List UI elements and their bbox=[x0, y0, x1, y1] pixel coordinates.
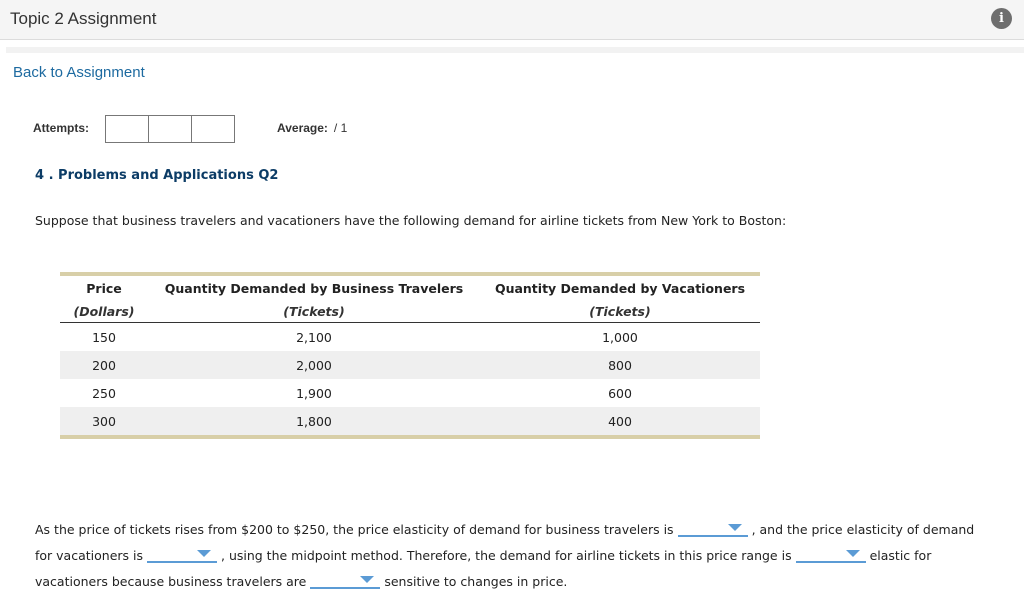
table-row bbox=[60, 351, 760, 379]
average-value: / 1 bbox=[333, 121, 348, 135]
attempts-boxes bbox=[105, 115, 235, 143]
question-title: 4 . Problems and Applications Q2 bbox=[35, 168, 279, 183]
cell: 300 bbox=[60, 407, 148, 437]
column-header: Quantity Demanded by Business Travelers bbox=[164, 280, 464, 296]
average-label-text: Average: bbox=[277, 121, 328, 135]
page-title: Topic 2 Assignment bbox=[10, 9, 157, 28]
column-subheader: (Tickets) bbox=[589, 303, 651, 319]
attempt-box bbox=[149, 116, 192, 142]
attempt-box bbox=[192, 116, 234, 142]
demand-table bbox=[60, 272, 760, 439]
attempts-label: Attempts: bbox=[33, 121, 89, 135]
question-line-2 bbox=[35, 547, 931, 563]
column-header: Price bbox=[86, 280, 122, 296]
cell: 250 bbox=[92, 385, 116, 401]
info-icon[interactable]: i bbox=[991, 8, 1012, 29]
table-row bbox=[60, 379, 760, 407]
sensitivity-dropdown[interactable] bbox=[310, 573, 380, 589]
comparison-dropdown[interactable] bbox=[796, 547, 866, 563]
question-text: elastic for bbox=[869, 548, 932, 563]
cell: 400 bbox=[480, 407, 760, 437]
business-elasticity-dropdown[interactable] bbox=[678, 521, 748, 537]
table-header-row bbox=[60, 274, 760, 300]
divider bbox=[6, 47, 1024, 53]
cell: 2,100 bbox=[296, 329, 332, 345]
question-text: As the price of tickets rises from $200 to $250, the price elasticity of demand for business travelers is bbox=[35, 522, 674, 537]
cell: 800 bbox=[480, 351, 760, 379]
question-text: , and the price elasticity of demand bbox=[751, 522, 975, 537]
cell: 1,900 bbox=[296, 385, 332, 401]
chevron-down-icon bbox=[846, 550, 860, 557]
chevron-down-icon bbox=[728, 524, 742, 531]
vacationer-elasticity-dropdown[interactable] bbox=[147, 547, 217, 563]
column-header: Quantity Demanded by Vacationers bbox=[494, 280, 746, 296]
question-line-1 bbox=[35, 521, 974, 537]
cell: 600 bbox=[608, 385, 632, 401]
cell: 1,000 bbox=[602, 329, 638, 345]
cell: 2,000 bbox=[148, 351, 480, 379]
cell: 1,800 bbox=[148, 407, 480, 437]
question-text: , using the midpoint method. Therefore, the demand for airline tickets in this price range is bbox=[221, 548, 792, 563]
question-text: for vacationers is bbox=[35, 548, 143, 563]
back-to-assignment-link[interactable]: Back to Assignment bbox=[13, 64, 145, 81]
header-bar bbox=[0, 0, 1024, 40]
chevron-down-icon bbox=[197, 550, 211, 557]
table-subheader-row bbox=[60, 300, 760, 323]
intro-text: Suppose that business travelers and vacationers have the following demand for airline tickets from New York to Boston: bbox=[35, 213, 787, 228]
cell: 200 bbox=[60, 351, 148, 379]
question-line-3 bbox=[35, 573, 567, 589]
column-subheader: (Tickets) bbox=[283, 303, 345, 319]
table-row bbox=[60, 323, 760, 352]
cell: 150 bbox=[92, 329, 116, 345]
chevron-down-icon bbox=[360, 576, 374, 583]
question-text: sensitive to changes in price. bbox=[384, 574, 568, 589]
question-text: vacationers because business travelers are bbox=[35, 574, 307, 589]
column-subheader: (Dollars) bbox=[73, 303, 135, 319]
attempt-box bbox=[106, 116, 149, 142]
average-label bbox=[277, 121, 347, 135]
table-row bbox=[60, 407, 760, 437]
